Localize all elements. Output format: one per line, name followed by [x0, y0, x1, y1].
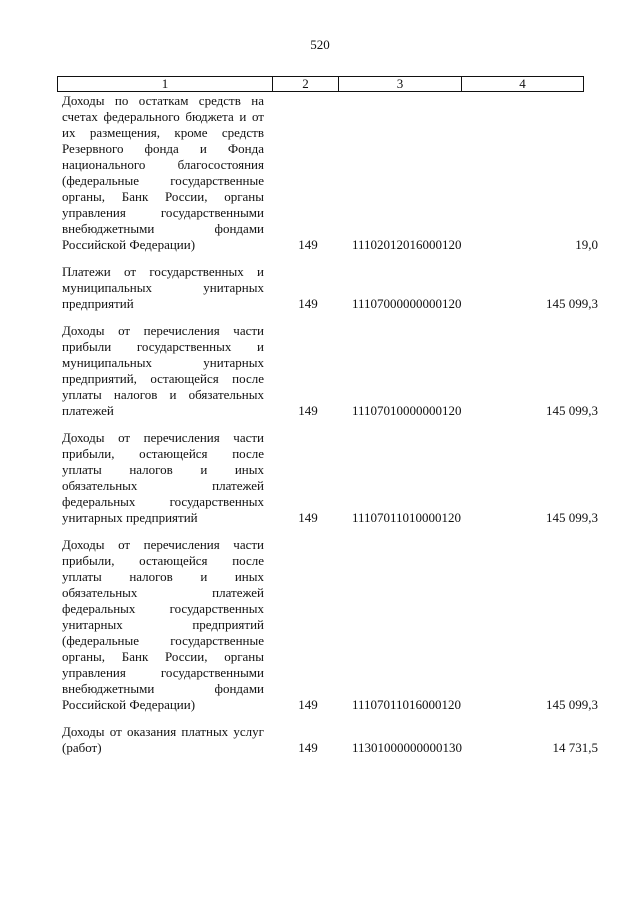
row-kbk: 11107000000000120 — [352, 296, 462, 311]
row-amount: 14 731,5 — [552, 740, 598, 755]
row-amount: 19,0 — [575, 237, 598, 252]
row-amount: 145 099,3 — [546, 697, 598, 712]
header-col-2: 2 — [273, 77, 339, 91]
row-description: Платежи от государственных и муниципальных унитарных предприятий — [62, 264, 264, 311]
row-kbk: 11107010000000120 — [352, 403, 462, 418]
table-header — [57, 76, 584, 92]
header-col-4: 4 — [519, 76, 526, 91]
row-code: 149 — [298, 740, 318, 755]
table-row — [0, 537, 640, 713]
row-code: 149 — [298, 697, 318, 712]
row-code: 149 — [298, 403, 318, 418]
row-code: 149 — [298, 296, 318, 311]
header-col-3: 3 — [339, 77, 462, 91]
row-amount: 145 099,3 — [546, 510, 598, 525]
table-row — [0, 430, 640, 526]
table-row — [0, 724, 640, 756]
row-amount: 145 099,3 — [546, 403, 598, 418]
row-kbk: 11107011010000120 — [352, 510, 462, 525]
table-row — [0, 323, 640, 419]
row-amount: 145 099,3 — [546, 296, 598, 311]
row-description: Доходы от перечисления части прибыли государственных и муниципальных унитарных предприятий, остающейся после уплаты налогов и обязательных платежей — [62, 323, 264, 418]
row-kbk: 11107011016000120 — [352, 697, 462, 712]
row-description: Доходы от перечисления части прибыли, остающейся после уплаты налогов и иных обязательных платежей федеральных государственных унитарных предприятий — [62, 430, 264, 525]
header-col-1: 1 — [58, 77, 273, 91]
table-row — [0, 93, 640, 253]
row-code: 149 — [298, 510, 318, 525]
row-description: Доходы по остаткам средств на счетах федерального бюджета и от их размещения, кроме средств Резервного фонда и Фонда национального благосостояния (федеральные государственные органы, Банк России, органы управления государственными внебюджетными фондами Российской Федерации) — [62, 93, 264, 252]
table-body — [0, 93, 640, 767]
table-row — [0, 264, 640, 312]
row-description: Доходы от перечисления части прибыли, остающейся после уплаты налогов и иных обязательных платежей федеральных государственных унитарных предприятий (федеральные государственные органы, Банк России, органы управления государственными внебюджетными фондами Российской Федерации) — [62, 537, 264, 712]
row-kbk: 11102012016000120 — [352, 237, 462, 252]
page-number: 520 — [310, 37, 330, 52]
row-code: 149 — [298, 237, 318, 252]
row-description: Доходы от оказания платных услуг (работ) — [62, 724, 264, 755]
row-kbk: 11301000000000130 — [352, 740, 463, 755]
